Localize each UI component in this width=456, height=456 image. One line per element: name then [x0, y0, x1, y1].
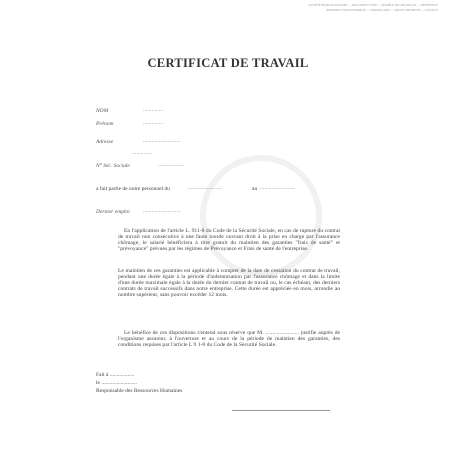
field-prenom-label: Prénom [96, 121, 114, 127]
field-secu-blank[interactable]: .................. [158, 163, 185, 168]
personnel-au: au [252, 186, 258, 192]
document-header [0, 3, 456, 13]
field-adresse-label: Adresse [96, 139, 114, 145]
header-line: REPRODUCTION INTERDITE — FORMULAIRE — DROITS RÉSERVÉS — LICENCE [326, 8, 438, 12]
paragraph-maintien: En l'application de l'article L. 911-8 du Code de la Sécurité Sociale, en cas de rupture du contrat de travail non consécutive à une faute lourde ouvrant droit à la prise en charge par l'assurance chômage, le salarié bénéficiera à titre gratuit du maintien des garanties "frais de santé" et "prévoyance" prévues par les régimes de Prévoyance et Frais de santé de l'entreprise. [118, 228, 340, 253]
page-title: CERTIFICAT DE TRAVAIL [147, 56, 309, 70]
personnel-to-blank[interactable]: ........................ [260, 186, 295, 191]
field-adresse-blank-2[interactable]: .............. [132, 151, 153, 156]
field-prenom-blank[interactable]: .............. [143, 121, 164, 126]
personnel-from-blank[interactable]: ........................ [187, 186, 222, 191]
field-dernier-emploi-blank[interactable]: .......................... [143, 209, 181, 214]
field-dernier-emploi-label: Dernier emploi [96, 209, 130, 215]
date-le: le .......................... [96, 380, 138, 386]
paragraph-reserve: Le bénéfice de ces dispositions s'entend sous réserve que M. ........................ justifie auprès de l'organisme assureur, à l'ouverture et au cours de la période de maintien des garanties, des conditions requises par l'article L 9 1-8 du Code de la Sécurité Sociale. [118, 330, 340, 349]
personnel-prefix: a fait partie de notre personnel du [96, 186, 170, 192]
field-nom-blank[interactable]: .............. [143, 108, 164, 113]
responsable-rh: Responsable des Ressources Humaines [96, 388, 183, 394]
field-nom-label: NOM [96, 108, 109, 114]
field-adresse-blank[interactable]: .......................... [143, 139, 181, 144]
field-secu-label: N° Séc. Sociale [96, 163, 130, 169]
header-line: SOCIÉTÉ ÉDITION SUPPORT — DOCUMENT TYPE — MODÈLE DE CERTIFICAT — RÉFÉRENCE [308, 3, 438, 7]
signature-line[interactable] [232, 410, 330, 411]
fait-a: Fait à .................. [96, 372, 135, 378]
paragraph-duree: Le maintien de ces garanties est applicable à compter de la date de cessation du contrat de travail, pendant une durée égale à la période d'indemnisation par l'assurance chômage et dans la limite d'une durée maximale égale à la durée du dernier contrat de travail ou, le cas échéant, des derniers contrats de travail successifs dans notre entreprise. Cette durée est appréciée en mois, arrondie au nombre supérieur, sans pouvoir excéder 12 mois. [118, 268, 340, 299]
